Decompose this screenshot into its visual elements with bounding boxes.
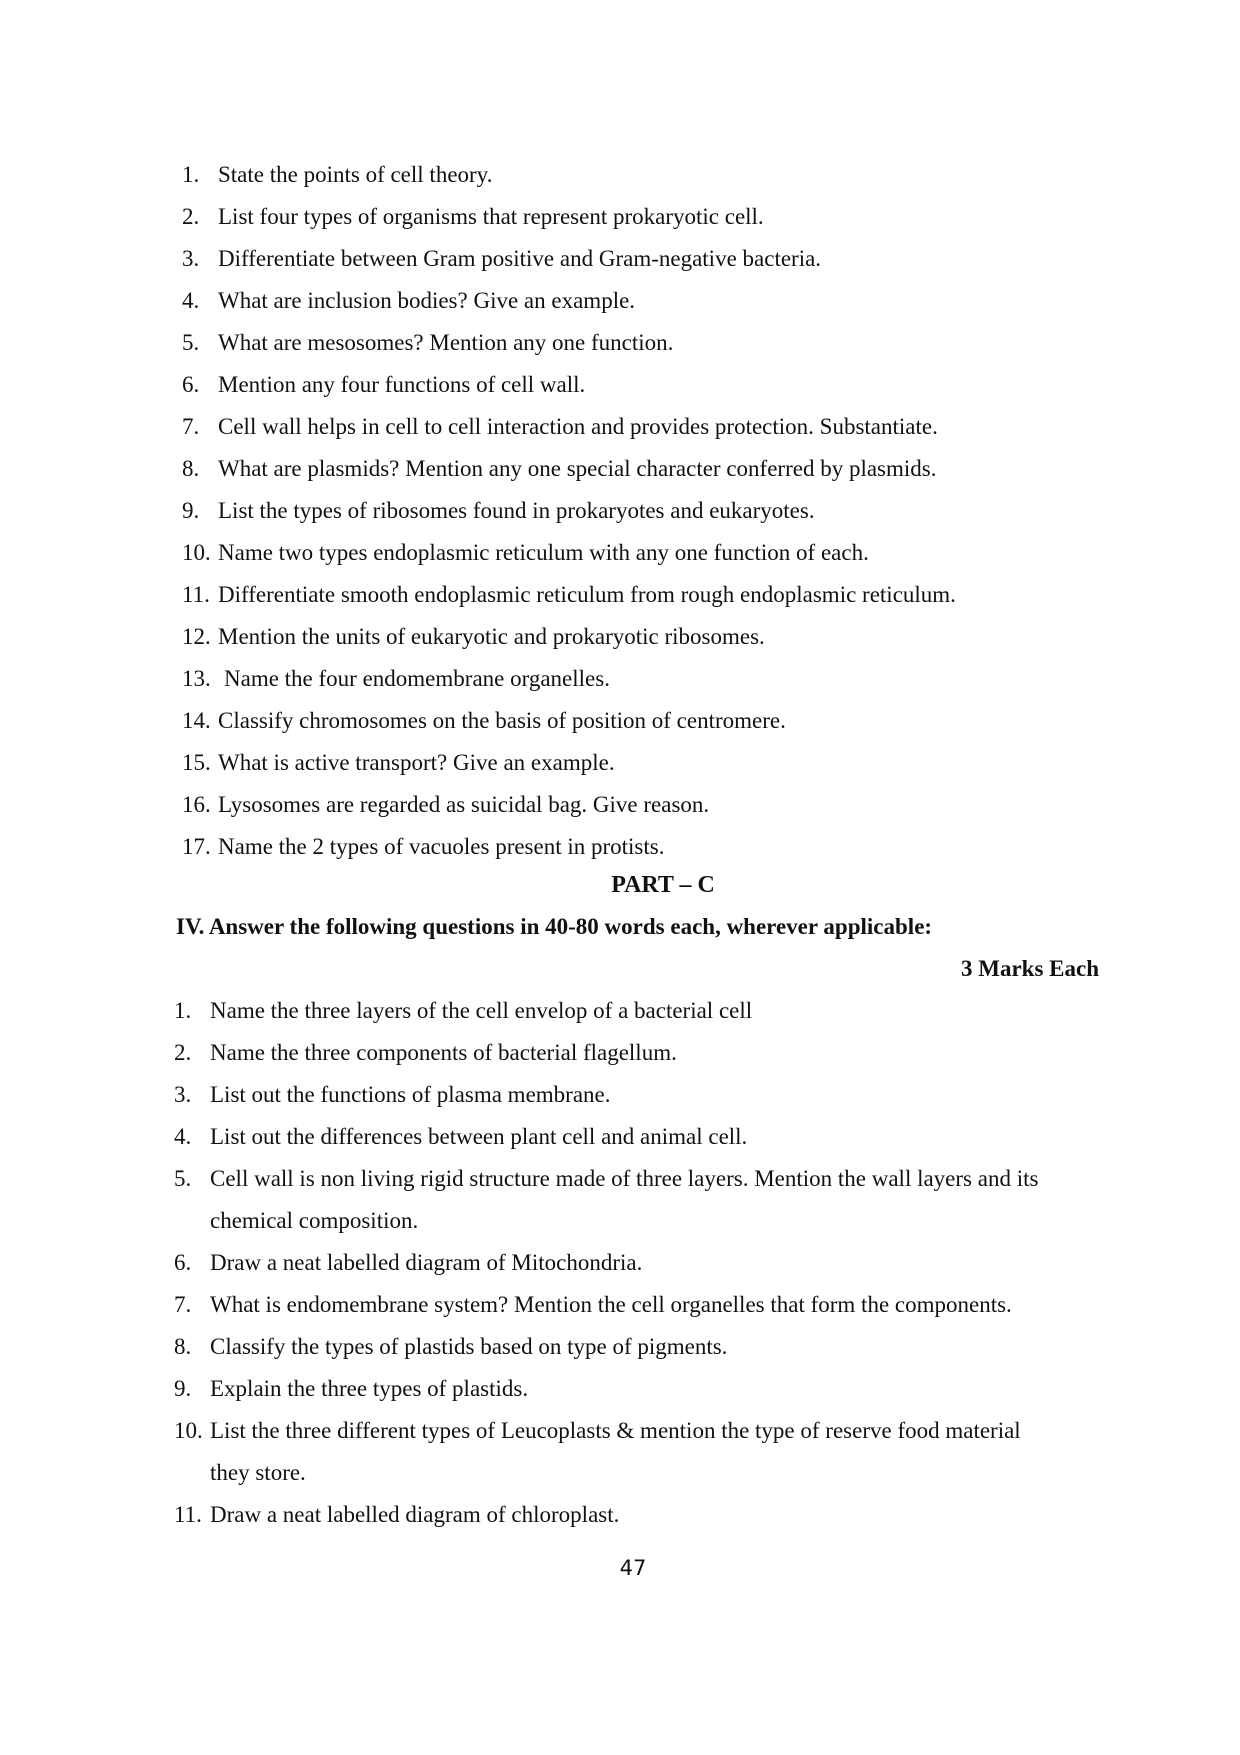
question-number: 12. (182, 624, 211, 649)
question-text: List out the functions of plasma membrane. (210, 1082, 611, 1107)
question-number: 10. (174, 1418, 203, 1443)
question-text: Draw a neat labelled diagram of Mitochondria. (210, 1250, 643, 1275)
question-text: List four types of organisms that represent prokaryotic cell. (218, 204, 764, 229)
question-text: List the three different types of Leucoplasts & mention the type of reserve food material (210, 1418, 1021, 1443)
question-text: List the types of ribosomes found in prokaryotes and eukaryotes. (218, 498, 815, 523)
question-number: 14. (182, 708, 211, 733)
marks-label: 3 Marks Each (961, 956, 1099, 981)
question-number: 16. (182, 792, 211, 817)
question-text: Name the three layers of the cell envelop of a bacterial cell (210, 998, 753, 1023)
question-text: What is endomembrane system? Mention the cell organelles that form the components. (210, 1292, 1012, 1317)
question-number: 15. (182, 750, 211, 775)
question-number: 6. (174, 1250, 192, 1275)
question-number: 2. (174, 1040, 192, 1065)
question-text: Mention any four functions of cell wall. (218, 372, 586, 397)
question-number: 5. (182, 330, 200, 355)
question-text: What is active transport? Give an example. (218, 750, 615, 775)
question-text: List out the differences between plant cell and animal cell. (210, 1124, 748, 1149)
question-number: 4. (182, 288, 200, 313)
question-text: Classify chromosomes on the basis of position of centromere. (218, 708, 786, 733)
question-number: 2. (182, 204, 200, 229)
question-number: 3. (174, 1082, 192, 1107)
question-number: 6. (182, 372, 200, 397)
question-number: 7. (182, 414, 200, 439)
question-number: 7. (174, 1292, 192, 1317)
question-text: What are plasmids? Mention any one special character conferred by plasmids. (218, 456, 937, 481)
question-number: 3. (182, 246, 200, 271)
question-number: 9. (174, 1376, 192, 1401)
question-number: 11. (174, 1502, 202, 1527)
question-text: Mention the units of eukaryotic and prokaryotic ribosomes. (218, 624, 765, 649)
page-number: 47 (619, 1556, 647, 1580)
question-text: Lysosomes are regarded as suicidal bag. Give reason. (218, 792, 710, 817)
question-text-continued: they store. (210, 1460, 306, 1485)
question-number: 17. (182, 834, 211, 859)
question-number: 10. (182, 540, 211, 565)
question-text: Name the 2 types of vacuoles present in protists. (218, 834, 665, 859)
question-number: 9. (182, 498, 200, 523)
question-number: 13. (182, 666, 211, 691)
question-text: What are inclusion bodies? Give an example. (218, 288, 636, 313)
question-number: 1. (182, 162, 200, 187)
question-text: Cell wall is non living rigid structure made of three layers. Mention the wall layers and its (210, 1166, 1039, 1191)
question-text: What are mesosomes? Mention any one function. (218, 330, 674, 355)
question-number: 5. (174, 1166, 192, 1191)
question-text: Differentiate between Gram positive and Gram-negative bacteria. (218, 246, 822, 271)
question-number: 4. (174, 1124, 192, 1149)
question-text: Explain the three types of plastids. (210, 1376, 529, 1401)
question-text: Classify the types of plastids based on type of pigments. (210, 1334, 728, 1359)
question-text: Name the four endomembrane organelles. (224, 666, 610, 691)
question-number: 11. (182, 582, 210, 607)
question-number: 8. (182, 456, 200, 481)
question-text-continued: chemical composition. (210, 1208, 419, 1233)
question-text: Draw a neat labelled diagram of chloroplast. (210, 1502, 620, 1527)
question-text: Cell wall helps in cell to cell interaction and provides protection. Substantiate. (218, 414, 938, 439)
section-instruction: IV. Answer the following questions in 40-80 words each, wherever applicable: (176, 914, 933, 939)
question-number: 8. (174, 1334, 192, 1359)
question-text: State the points of cell theory. (218, 162, 493, 187)
question-text: Name the three components of bacterial flagellum. (210, 1040, 677, 1065)
question-text: Name two types endoplasmic reticulum with any one function of each. (218, 540, 869, 565)
question-text: Differentiate smooth endoplasmic reticulum from rough endoplasmic reticulum. (218, 582, 956, 607)
question-number: 1. (174, 998, 192, 1023)
section-heading: PART – C (611, 872, 715, 898)
